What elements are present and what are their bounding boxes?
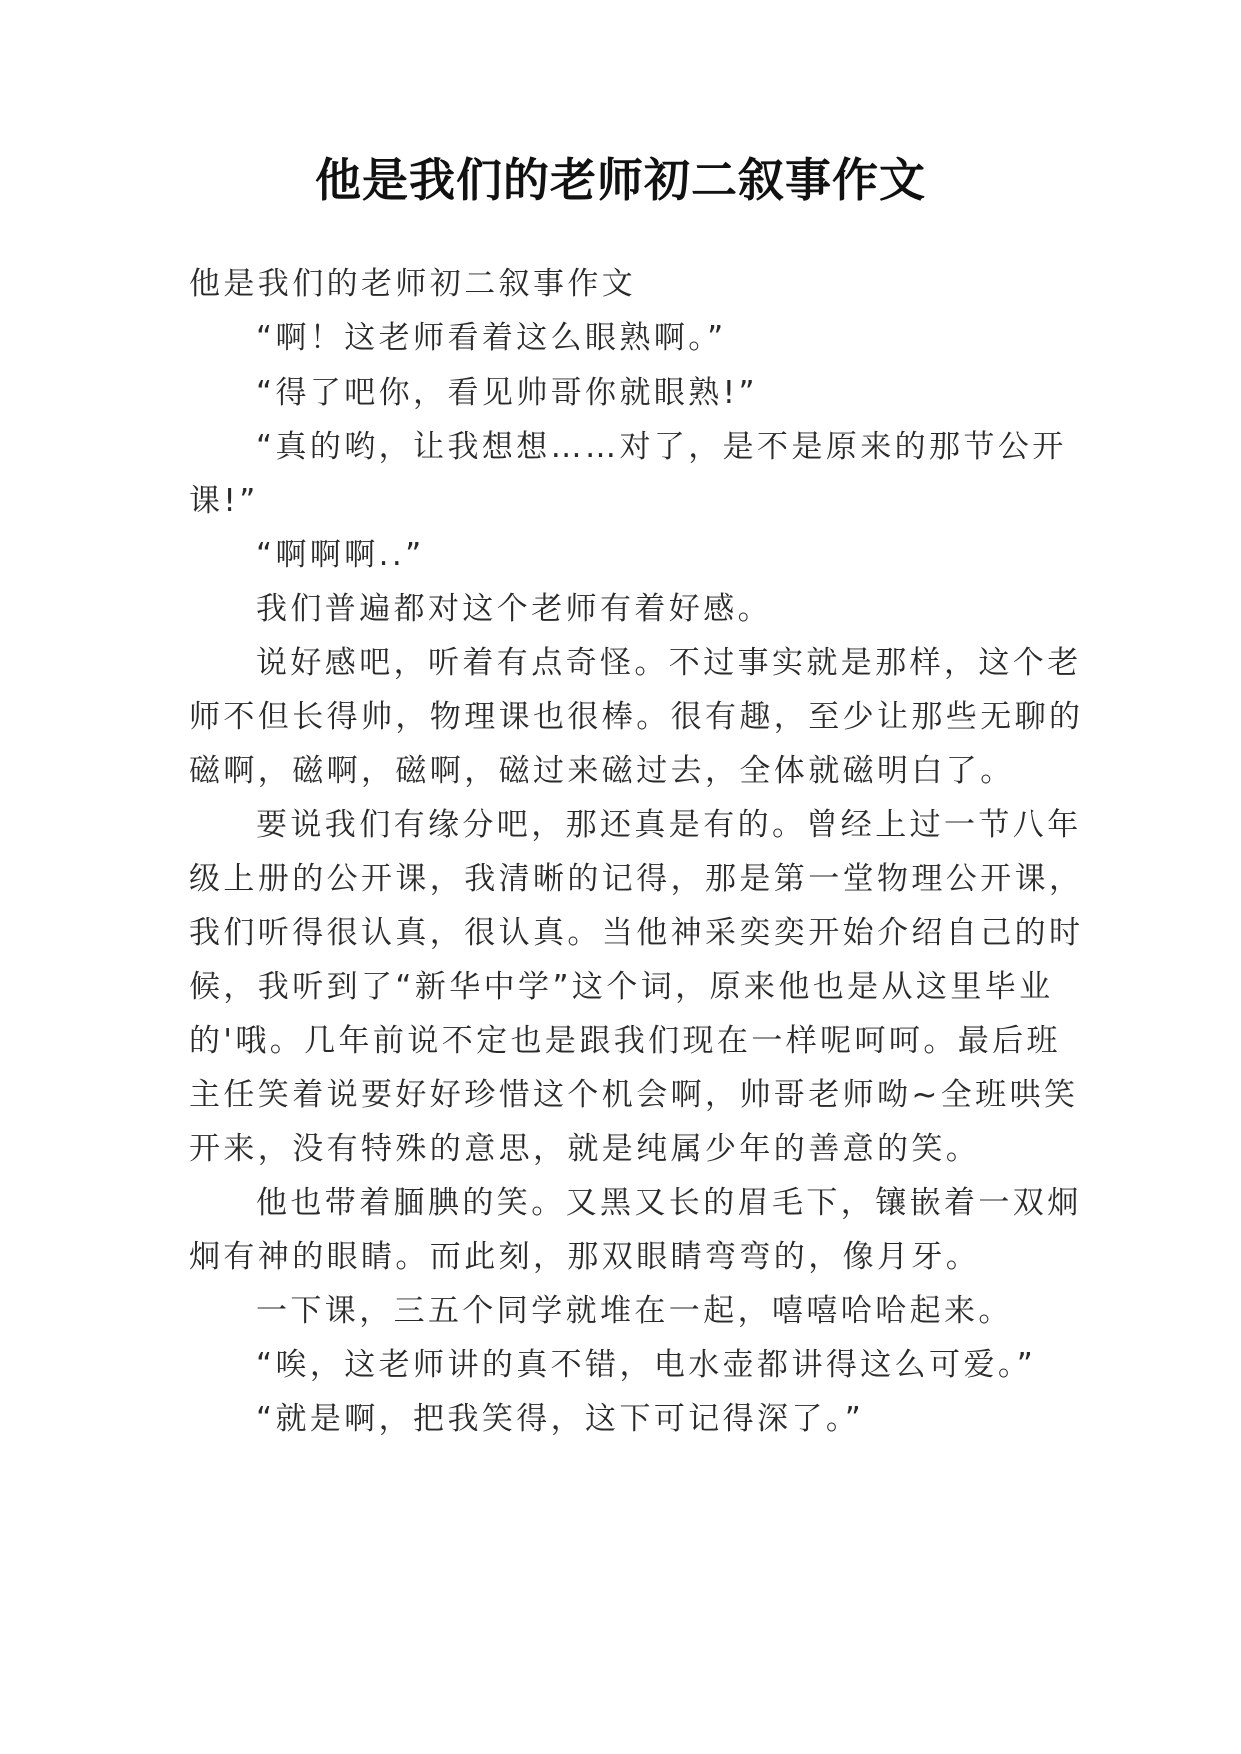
body-line: 级上册的公开课，我清晰的记得，那是第一堂物理公开课，	[189, 861, 1084, 897]
body-line: 炯有神的眼睛。而此刻，那双眼睛弯弯的，像月牙。	[189, 1239, 981, 1275]
body-line: 我们普遍都对这个老师有着好感。	[256, 591, 772, 627]
body-line: 磁啊，磁啊，磁啊，磁过来磁过去，全体就磁明白了。	[189, 753, 1015, 789]
body-line: “真的哟，让我想想……对了，是不是原来的那节公开	[256, 429, 1067, 465]
body-line: “得了吧你，看见帅哥你就眼熟!”	[256, 375, 758, 411]
body-line: “啊啊啊..”	[256, 537, 425, 573]
body-line: 主任笑着说要好好珍惜这个机会啊，帅哥老师呦~全班哄笑	[189, 1077, 1079, 1113]
body-line: 要说我们有缘分吧，那还真是有的。曾经上过一节八年	[256, 807, 1082, 843]
document-title: 他是我们的老师初二叙事作文	[315, 153, 926, 207]
body-line: 我们听得很认真，很认真。当他神采奕奕开始介绍自己的时	[189, 915, 1084, 951]
body-line: “唉，这老师讲的真不错，电水壶都讲得这么可爱。”	[256, 1347, 1037, 1383]
body-line: 师不但长得帅，物理课也很棒。很有趣，至少让那些无聊的	[189, 699, 1084, 735]
body-line: 开来，没有特殊的意思，就是纯属少年的善意的笑。	[189, 1131, 981, 1167]
body-line: “就是啊，把我笑得，这下可记得深了。”	[256, 1401, 865, 1437]
body-line: 他是我们的老师初二叙事作文	[189, 266, 637, 302]
body-line: 说好感吧，听着有点奇怪。不过事实就是那样，这个老	[256, 645, 1082, 681]
body-line: 候，我听到了“新华中学”这个词，原来他也是从这里毕业	[189, 969, 1054, 1005]
body-line: 课!”	[189, 483, 259, 519]
body-line: 一下课，三五个同学就堆在一起，嘻嘻哈哈起来。	[256, 1293, 1013, 1329]
body-line: “啊！这老师看着这么眼熟啊。”	[256, 320, 727, 356]
body-line: 他也带着腼腆的笑。又黑又长的眉毛下，镶嵌着一双炯	[256, 1185, 1082, 1221]
body-line: 的'哦。几年前说不定也是跟我们现在一样呢呵呵。最后班	[189, 1023, 1061, 1059]
